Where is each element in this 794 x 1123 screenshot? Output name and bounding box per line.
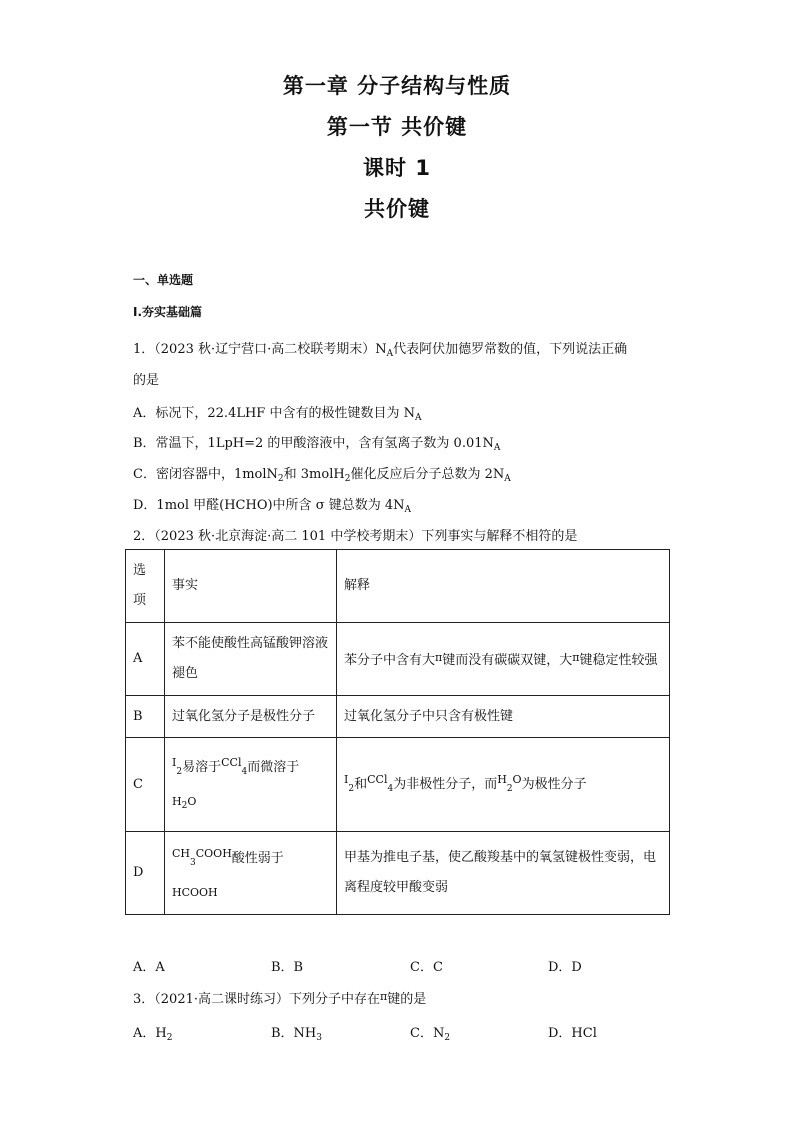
q1-option-a: A．标况下，22.4LHF 中含有的极性键数目为 $N_A$ [133,406,422,423]
q3-option-d: D．HCl [548,1026,597,1041]
row-label: A [126,623,165,696]
q1-stem: 1．（2023 秋·辽宁营口·高二校联考期末）$N_A$代表阿伏加德罗常数的值，下列说法正确 [133,342,628,359]
row-label: C [126,738,165,832]
table-row [126,623,670,696]
subsection-heading: Ⅰ.夯实基础篇 [133,305,203,319]
q2-table [125,549,670,915]
row-explanation: $^I_2$和$^{CCl}_4$为非极性分子，而$^H_2^O$为极性分子 [337,738,670,832]
q2-option-b: B．B [271,960,304,975]
lesson-title: 课时 1 [363,156,431,180]
q2-option-a: A．A [133,960,165,975]
header-option: 选项 [126,550,165,623]
header-explanation: 解释 [337,550,670,623]
section-title: 第一节 共价键 [326,115,468,139]
q1-option-c: C．密闭容器中，1molN$_2$和 3molH$_2$催化反应后分子总数为 $2N_A$ [133,467,511,484]
q2-option-c: C．C [410,960,443,975]
q3-option-b: B．$NH_3$ [271,1026,322,1043]
q3-stem: 3．（2021·高二课时练习）下列分子中存在$^\pi$键的是 [133,990,427,1007]
q1-option-d: D．1mol 甲醛(HCHO)中所含 σ 键总数为 $4N_A$ [133,498,411,515]
section-heading: 一、单选题 [133,273,194,287]
chapter-title: 第一章 分子结构与性质 [282,74,512,98]
topic-title: 共价键 [364,197,430,221]
header-fact: 事实 [165,550,337,623]
q2-stem: 2．（2023 秋·北京海淀·高二 101 中学校考期末）下列事实与解释不相符的是 [133,529,578,544]
row-label: D [126,832,165,915]
row-fact: $^I_2$易溶于$^{CCl}_4$而微溶于 $H_2O$ [165,738,337,832]
q3-option-a: A．$H_2$ [133,1026,173,1043]
row-fact: 过氧化氢分子是极性分子 [165,696,337,738]
row-label: B [126,696,165,738]
table-row [126,696,670,738]
q2-option-d: D．D [548,960,582,975]
q1-option-b: B．常温下，1LpH=2 的甲酸溶液中，含有氢离子数为 $0.01N_A$ [133,436,501,453]
row-explanation: 苯分子中含有大$^\pi$键而没有碳碳双键，大$^\pi$键稳定性较强 [337,623,670,696]
row-fact: 苯不能使酸性高锰酸钾溶液褪色 [165,623,337,696]
row-explanation: 甲基为推电子基，使乙酸羧基中的氧氢键极性变弱，电离程度较甲酸变弱 [337,832,670,915]
table-row [126,738,670,832]
q3-option-c: C．$N_2$ [410,1026,451,1043]
row-explanation: 过氧化氢分子中只含有极性键 [337,696,670,738]
table-header-row [126,550,670,623]
row-fact: $^{CH}_3^{COOH}$酸性弱于 HCOOH [165,832,337,915]
q1-stem-line2: 的是 [133,373,160,388]
table-row [126,832,670,915]
